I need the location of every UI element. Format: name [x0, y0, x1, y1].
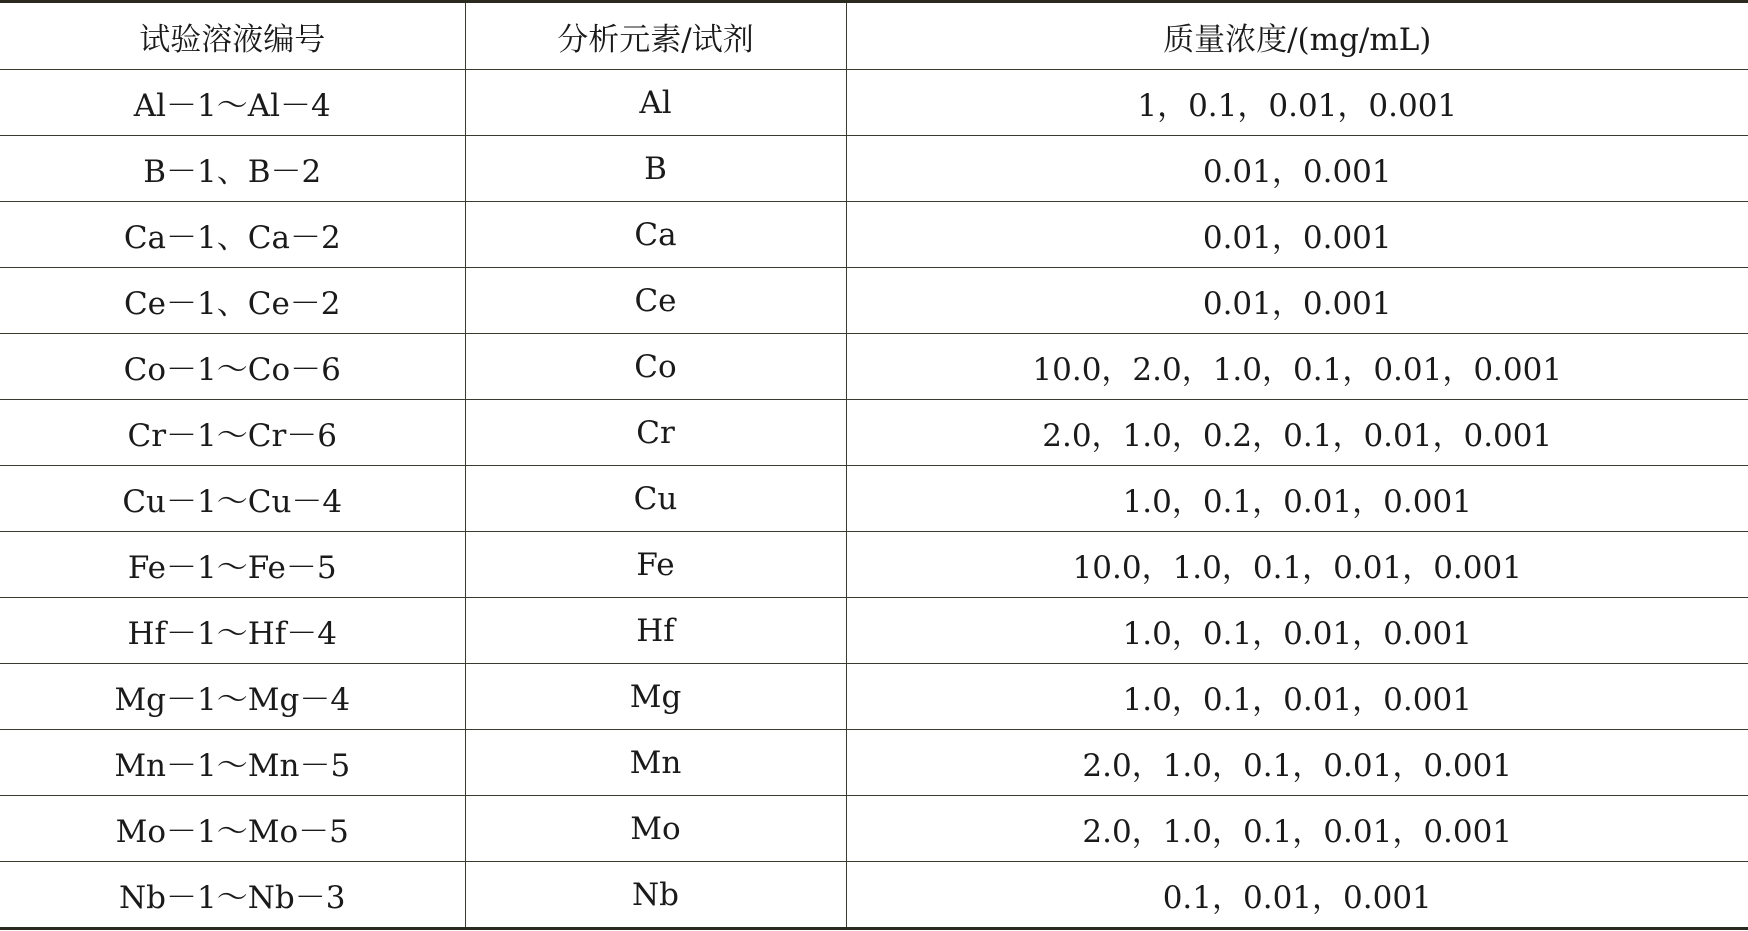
cell-element: Co	[465, 334, 846, 400]
cell-concentration: 1.0，0.1，0.01，0.001	[846, 664, 1748, 730]
cell-solution-id: Nb－1～Nb－3	[0, 862, 465, 929]
cell-concentration: 0.01，0.001	[846, 202, 1748, 268]
cell-solution-id: Co－1～Co－6	[0, 334, 465, 400]
cell-solution-id: Mg－1～Mg－4	[0, 664, 465, 730]
table-row	[0, 796, 1748, 862]
cell-solution-id: Hf－1～Hf－4	[0, 598, 465, 664]
table-row	[0, 532, 1748, 598]
table-row	[0, 268, 1748, 334]
cell-solution-id: Mo－1～Mo－5	[0, 796, 465, 862]
cell-concentration: 1，0.1，0.01，0.001	[846, 70, 1748, 136]
header-element-reagent: 分析元素/试剂	[465, 2, 846, 70]
cell-solution-id: Ca－1、Ca－2	[0, 202, 465, 268]
cell-concentration: 1.0，0.1，0.01，0.001	[846, 598, 1748, 664]
table-row	[0, 400, 1748, 466]
table-row	[0, 664, 1748, 730]
cell-concentration: 0.01，0.001	[846, 136, 1748, 202]
cell-concentration: 2.0，1.0，0.2，0.1，0.01，0.001	[846, 400, 1748, 466]
cell-element: Hf	[465, 598, 846, 664]
header-row	[0, 2, 1748, 70]
cell-element: Ce	[465, 268, 846, 334]
cell-element: Ca	[465, 202, 846, 268]
table-row	[0, 202, 1748, 268]
table-header	[0, 2, 1748, 70]
cell-solution-id: Ce－1、Ce－2	[0, 268, 465, 334]
cell-solution-id: Fe－1～Fe－5	[0, 532, 465, 598]
cell-solution-id: B－1、B－2	[0, 136, 465, 202]
table-row	[0, 466, 1748, 532]
table-row	[0, 730, 1748, 796]
cell-concentration: 0.1，0.01，0.001	[846, 862, 1748, 929]
cell-element: Nb	[465, 862, 846, 929]
cell-element: Mo	[465, 796, 846, 862]
cell-element: Al	[465, 70, 846, 136]
cell-solution-id: Mn－1～Mn－5	[0, 730, 465, 796]
cell-element: Fe	[465, 532, 846, 598]
cell-concentration: 0.01，0.001	[846, 268, 1748, 334]
cell-solution-id: Cr－1～Cr－6	[0, 400, 465, 466]
cell-concentration: 2.0，1.0，0.1，0.01，0.001	[846, 796, 1748, 862]
table-row	[0, 334, 1748, 400]
cell-concentration: 2.0，1.0，0.1，0.01，0.001	[846, 730, 1748, 796]
table-row	[0, 862, 1748, 929]
table-body	[0, 70, 1748, 929]
header-mass-concentration: 质量浓度/(mg/mL)	[846, 2, 1748, 70]
table-row	[0, 598, 1748, 664]
cell-solution-id: Cu－1～Cu－4	[0, 466, 465, 532]
cell-solution-id: Al－1～Al－4	[0, 70, 465, 136]
table-row	[0, 70, 1748, 136]
cell-element: Mg	[465, 664, 846, 730]
header-solution-id: 试验溶液编号	[0, 2, 465, 70]
cell-element: Cu	[465, 466, 846, 532]
cell-element: B	[465, 136, 846, 202]
cell-element: Cr	[465, 400, 846, 466]
cell-concentration: 10.0，2.0，1.0，0.1，0.01，0.001	[846, 334, 1748, 400]
cell-concentration: 10.0，1.0，0.1，0.01，0.001	[846, 532, 1748, 598]
cell-concentration: 1.0，0.1，0.01，0.001	[846, 466, 1748, 532]
cell-element: Mn	[465, 730, 846, 796]
table-row	[0, 136, 1748, 202]
